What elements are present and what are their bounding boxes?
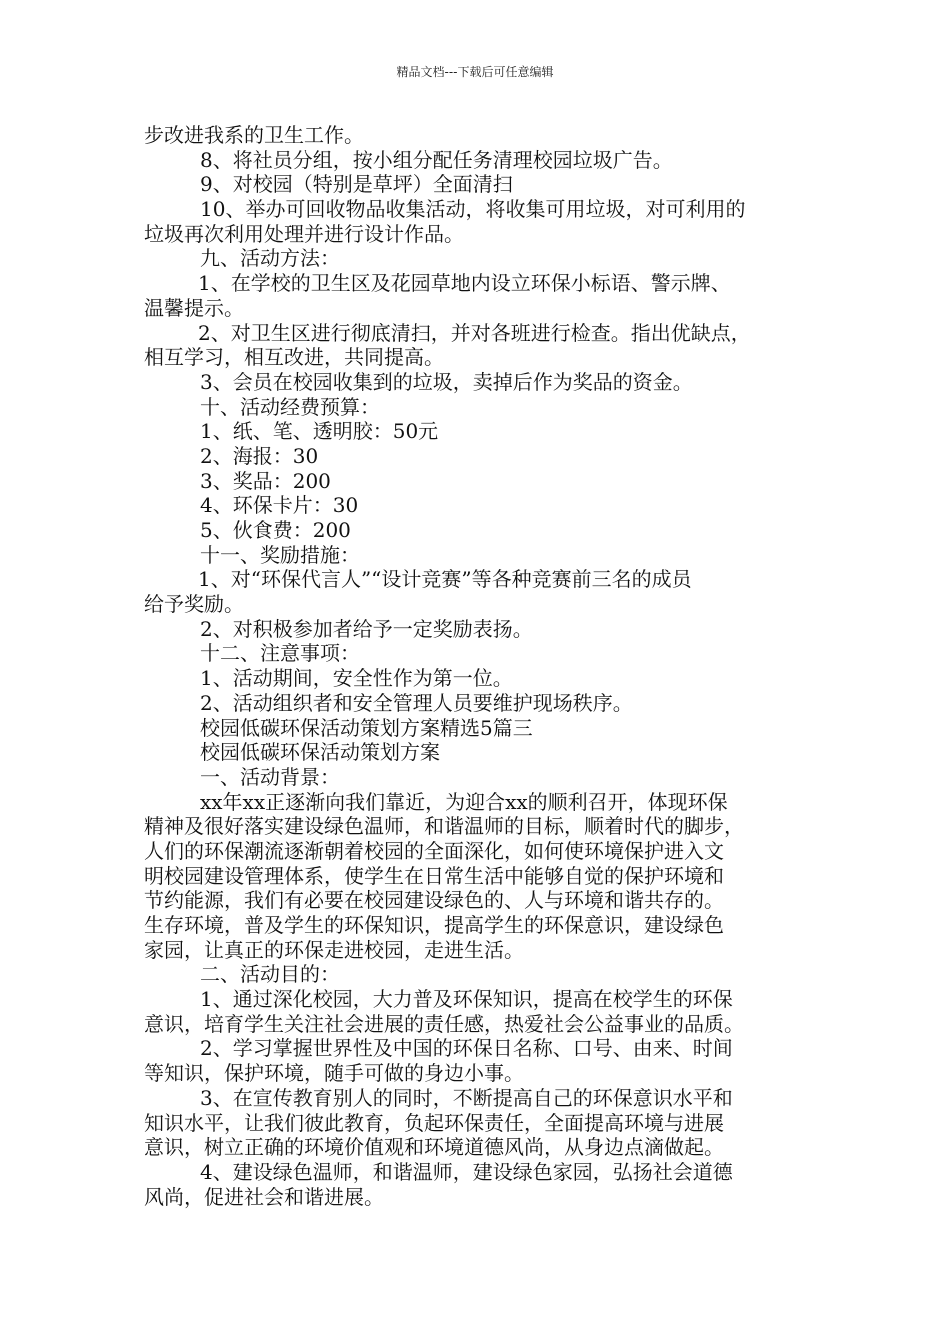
text-line: 3、会员在校园收集到的垃圾，卖掉后作为奖品的资金。: [200, 369, 693, 394]
text-line: 1、活动期间，安全性作为第一位。: [200, 666, 513, 691]
section-heading: 十、活动经费预算：: [200, 394, 380, 419]
text-line: 人们的环保潮流逐渐朝着校园的全面深化，如何使环境保护进入文: [144, 838, 724, 863]
section-heading: 一、活动背景：: [200, 764, 340, 789]
text-line: 步改进我系的卫生工作。: [144, 123, 364, 147]
text-line: 4、环保卡片：30: [200, 493, 359, 518]
text-line: 温馨提示。: [144, 295, 244, 320]
text-line: 精神及很好落实建设绿色温师，和谐温师的目标，顺着时代的脚步，: [144, 814, 744, 839]
text-line: 2、学习掌握世界性及中国的环保日名称、口号、由来、时间: [200, 1036, 733, 1061]
section-heading: 九、活动方法：: [200, 246, 340, 271]
text-line: 4、建设绿色温师，和谐温师，建设绿色家园，弘扬社会道德: [200, 1159, 733, 1184]
section-heading: 十一、奖励措施：: [200, 542, 360, 567]
text-line: 2、海报：30: [200, 443, 319, 468]
text-line: 节约能源，我们有必要在校园建设绿色的、人与环境和谐共存的。: [144, 888, 724, 913]
document-title: 校园低碳环保活动策划方案: [200, 740, 440, 765]
text-line: 1、对“环保代言人”“设计竞赛”等各种竞赛前三名的成员: [198, 567, 692, 592]
text-line: 2、对卫生区进行彻底清扫，并对各班进行检查。指出优缺点，: [198, 320, 751, 345]
text-line: 5、伙食费：200: [200, 518, 351, 542]
text-line: 风尚，促进社会和谐进展。: [144, 1184, 384, 1209]
section-heading: 十二、注意事项：: [200, 641, 360, 666]
text-line: 意识，培育学生关注社会进展的责任感，热爱社会公益事业的品质。: [144, 1011, 744, 1036]
text-line: 给予奖励。: [144, 592, 244, 617]
text-line: 1、通过深化校园，大力普及环保知识，提高在校学生的环保: [200, 987, 733, 1012]
text-line: 1、纸、笔、透明胶：50元: [200, 419, 439, 444]
text-line: 知识水平，让我们彼此教育，负起环保责任，全面提高环境与进展: [144, 1110, 724, 1135]
text-line: 9、对校园（特别是草坪）全面清扫: [200, 172, 513, 197]
document-body: [144, 123, 816, 1209]
text-line: 3、在宣传教育别人的同时，不断提高自己的环保意识水平和: [200, 1085, 733, 1110]
text-line: 10、举办可回收物品收集活动，将收集可用垃圾，对可利用的: [200, 197, 746, 222]
text-line: 明校园建设管理体系，使学生在日常生活中能够自觉的保护环境和: [144, 863, 724, 888]
text-line: 相互学习，相互改进，共同提高。: [144, 345, 444, 370]
text-line: 2、对积极参加者给予一定奖励表扬。: [200, 616, 533, 641]
text-line: xx年xx正逐渐向我们靠近，为迎合xx的顺利召开，体现环保: [200, 789, 728, 814]
text-line: 2、活动组织者和安全管理人员要维护现场秩序。: [200, 690, 633, 715]
text-line: 3、奖品：200: [200, 468, 331, 493]
text-line: 意识，树立正确的环境价值观和环境道德风尚，从身边点滴做起。: [144, 1135, 724, 1160]
text-line: 1、在学校的卫生区及花园草地内设立环保小标语、警示牌、: [198, 271, 731, 296]
text-line: 8、将社员分组，按小组分配任务清理校园垃圾广告。: [200, 147, 673, 172]
text-line: 等知识，保护环境，随手可做的身边小事。: [144, 1061, 524, 1086]
text-line: 家园，让真正的环保走进校园，走进生活。: [144, 937, 524, 962]
section-heading: 二、活动目的：: [200, 962, 340, 987]
text-line: 生存环境，普及学生的环保知识，提高学生的环保意识，建设绿色: [144, 913, 724, 937]
text-line: 垃圾再次利用处理并进行设计作品。: [144, 221, 464, 246]
document-subtitle: 校园低碳环保活动策划方案精选5篇三: [200, 715, 533, 740]
page-header: 精品文档---下载后可任意编辑: [396, 65, 554, 79]
